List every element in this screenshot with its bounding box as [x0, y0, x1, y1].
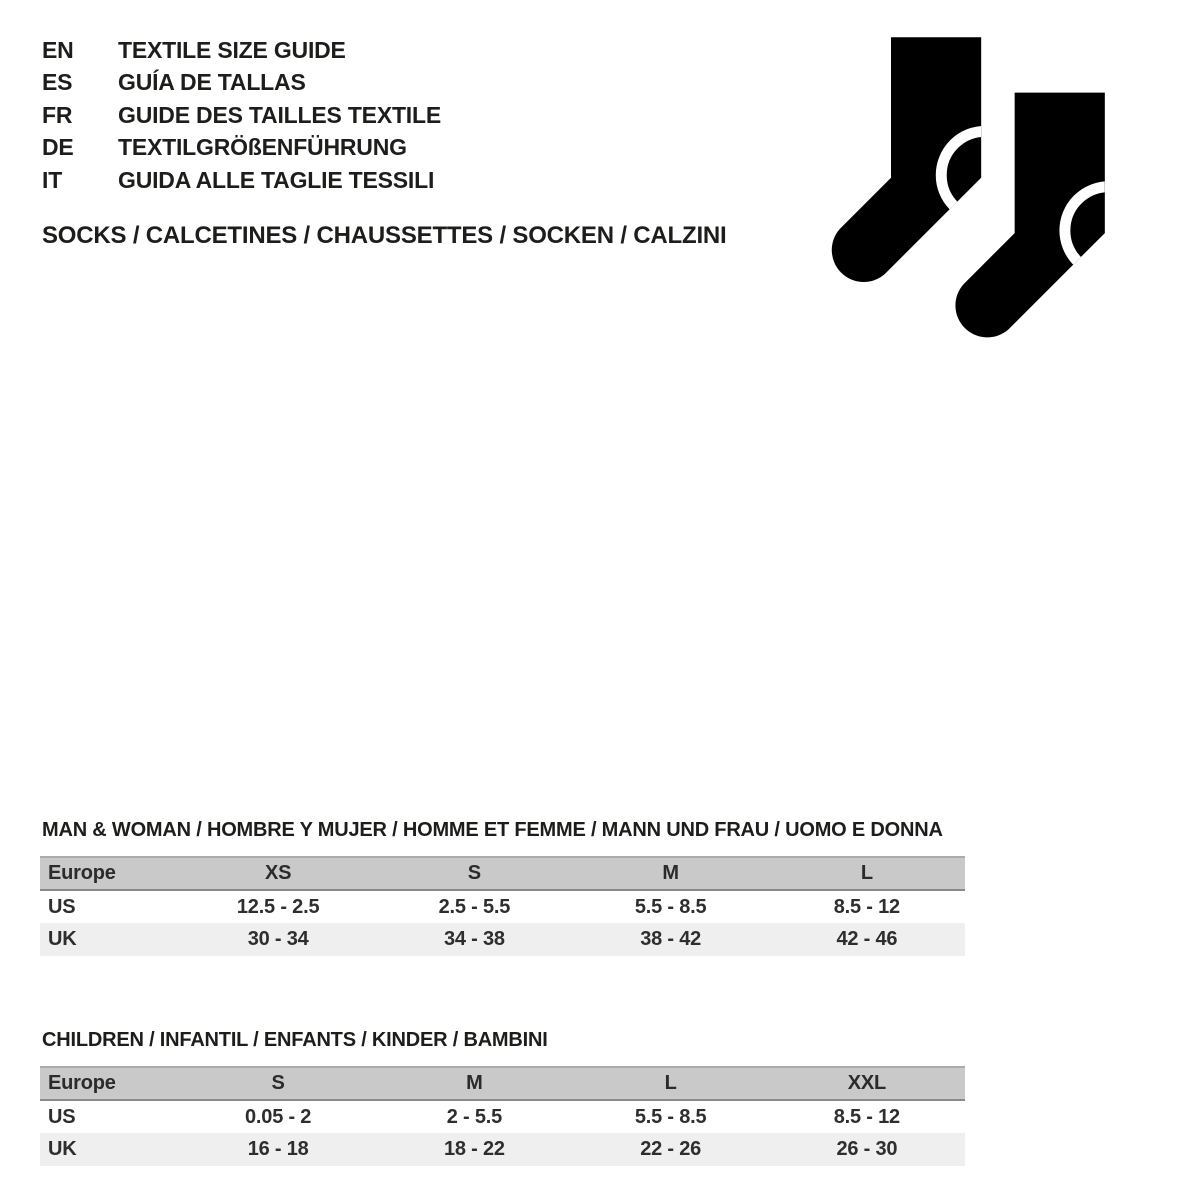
row-label: UK: [40, 1133, 180, 1166]
column-header-size-s: S: [180, 1067, 376, 1100]
row-label: US: [40, 890, 180, 923]
language-row-it: [42, 164, 441, 197]
size-cell: 8.5 - 12: [769, 1100, 965, 1133]
size-cell: 42 - 46: [769, 923, 965, 956]
sock-left: [832, 37, 1029, 282]
size-cell: 38 - 42: [573, 923, 769, 956]
children-section-title: CHILDREN / INFANTIL / ENFANTS / KINDER / BAMBINI: [42, 1029, 548, 1051]
size-cell: 26 - 30: [769, 1133, 965, 1166]
man-woman-section: [40, 818, 965, 956]
language-code: DE: [42, 134, 74, 161]
size-cell: 30 - 34: [180, 923, 376, 956]
size-cell: 0.05 - 2: [180, 1100, 376, 1133]
children-section: [40, 1028, 965, 1166]
size-cell: 2 - 5.5: [376, 1100, 572, 1133]
category-line: SOCKS / CALCETINES / CHAUSSETTES / SOCKEN / CALZINI: [42, 222, 727, 249]
socks-icon: [822, 36, 1112, 340]
column-header-size-l: L: [573, 1067, 769, 1100]
table-row-uk: [40, 1133, 965, 1166]
column-header-size-s: S: [376, 857, 572, 890]
language-code: IT: [42, 166, 63, 193]
table-header-row: [40, 857, 965, 890]
size-cell: 34 - 38: [376, 923, 572, 956]
man-woman-size-table: [40, 856, 965, 956]
guide-title-de: TEXTILGRÖßENFÜHRUNG: [118, 134, 407, 161]
size-cell: 5.5 - 8.5: [573, 890, 769, 923]
guide-title-en: TEXTILE SIZE GUIDE: [118, 36, 346, 63]
language-title-list: [42, 34, 441, 197]
table-header-row: [40, 1067, 965, 1100]
language-row-fr: [42, 99, 441, 132]
size-cell: 16 - 18: [180, 1133, 376, 1166]
row-label: UK: [40, 923, 180, 956]
column-header-size-xs: XS: [180, 857, 376, 890]
size-cell: 18 - 22: [376, 1133, 572, 1166]
language-row-es: [42, 67, 441, 100]
column-header-region: Europe: [40, 1067, 180, 1100]
column-header-size-m: M: [573, 857, 769, 890]
language-row-en: [42, 34, 441, 67]
column-header-size-xxl: XXL: [769, 1067, 965, 1100]
size-cell: 22 - 26: [573, 1133, 769, 1166]
row-label: US: [40, 1100, 180, 1133]
size-cell: 12.5 - 2.5: [180, 890, 376, 923]
column-header-region: Europe: [40, 857, 180, 890]
size-cell: 2.5 - 5.5: [376, 890, 572, 923]
size-cell: 8.5 - 12: [769, 890, 965, 923]
guide-title-fr: GUIDE DES TAILLES TEXTILE: [118, 101, 441, 128]
size-cell: 5.5 - 8.5: [573, 1100, 769, 1133]
table-row-uk: [40, 923, 965, 956]
guide-title-it: GUIDA ALLE TAGLIE TESSILI: [118, 166, 435, 193]
language-row-de: [42, 132, 441, 165]
language-code: FR: [42, 101, 73, 128]
language-code: EN: [42, 36, 74, 63]
table-row-us: [40, 1100, 965, 1133]
language-code: ES: [42, 69, 73, 96]
table-row-us: [40, 890, 965, 923]
man-woman-section-title: MAN & WOMAN / HOMBRE Y MUJER / HOMME ET FEMME / MANN UND FRAU / UOMO E DONNA: [42, 819, 943, 841]
column-header-size-l: L: [769, 857, 965, 890]
guide-title-es: GUÍA DE TALLAS: [118, 69, 306, 96]
children-size-table: [40, 1066, 965, 1166]
column-header-size-m: M: [376, 1067, 572, 1100]
